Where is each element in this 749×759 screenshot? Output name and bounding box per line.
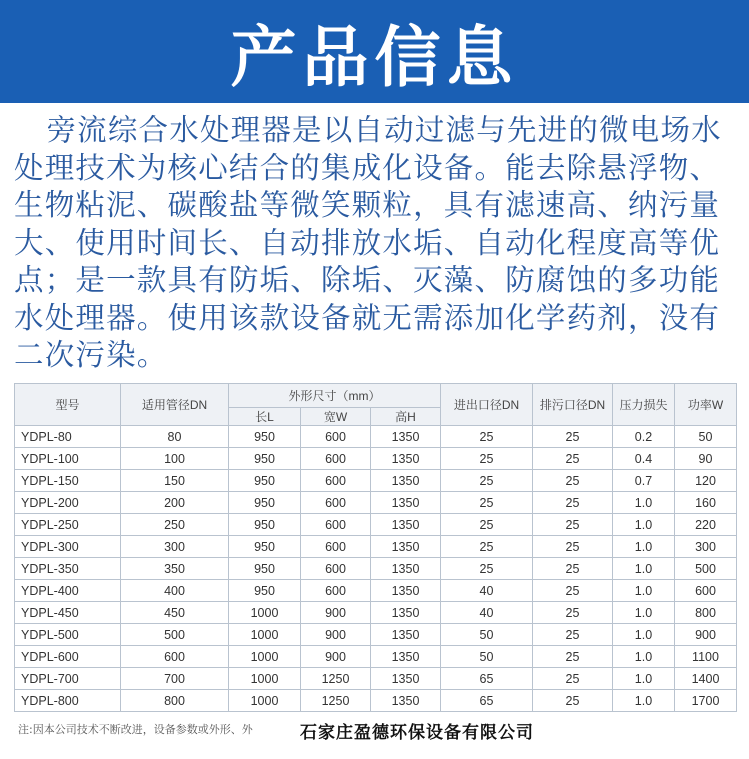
table-cell: 0.4 [613,448,675,470]
table-cell: 1350 [371,448,441,470]
table-cell: 25 [441,536,533,558]
footnote: 注:因本公司技术不断改进，设备参数或外形、外 [18,723,253,736]
table-cell: 600 [675,580,737,602]
header-pressure-loss: 压力损失 [613,384,675,426]
table-cell: 1350 [371,514,441,536]
table-cell: 25 [533,602,613,624]
header-length: 长L [229,408,301,426]
table-cell: 950 [229,426,301,448]
header-model: 型号 [15,384,121,426]
table-cell: 950 [229,492,301,514]
table-row [15,690,737,712]
table-cell: YDPL-600 [15,646,121,668]
table-cell: 25 [533,690,613,712]
table-cell: 600 [121,646,229,668]
header-drain-dn: 排污口径DN [533,384,613,426]
table-row [15,514,737,536]
table-cell: 1350 [371,536,441,558]
table-cell: 1.0 [613,580,675,602]
table-cell: 600 [301,514,371,536]
spec-table-body [15,426,737,712]
header-width: 宽W [301,408,371,426]
table-cell: 1.0 [613,668,675,690]
table-cell: 25 [533,558,613,580]
table-cell: 1350 [371,668,441,690]
table-cell: 120 [675,470,737,492]
table-cell: 600 [301,580,371,602]
table-cell: 950 [229,470,301,492]
table-cell: 400 [121,580,229,602]
table-cell: 600 [301,426,371,448]
table-row [15,492,737,514]
header-pipe-dn: 适用管径DN [121,384,229,426]
table-row [15,668,737,690]
header-banner [0,0,749,103]
table-cell: 100 [121,448,229,470]
table-cell: 1350 [371,558,441,580]
table-cell: 300 [675,536,737,558]
table-cell: 50 [675,426,737,448]
table-cell: 600 [301,492,371,514]
table-row [15,558,737,580]
table-cell: 90 [675,448,737,470]
table-cell: 0.2 [613,426,675,448]
table-cell: 25 [533,470,613,492]
table-cell: 50 [441,646,533,668]
table-cell: 25 [533,646,613,668]
company-name: 石家庄盈德环保设备有限公司 [300,723,534,743]
table-cell: 350 [121,558,229,580]
table-cell: 950 [229,536,301,558]
table-cell: 950 [229,448,301,470]
table-row [15,536,737,558]
table-row [15,646,737,668]
table-cell: 600 [301,536,371,558]
table-cell: 700 [121,668,229,690]
table-cell: 950 [229,558,301,580]
table-row [15,426,737,448]
table-cell: 1000 [229,602,301,624]
table-cell: 1000 [229,624,301,646]
table-cell: 500 [675,558,737,580]
table-cell: 600 [301,448,371,470]
table-cell: 1000 [229,646,301,668]
table-cell: 25 [441,558,533,580]
table-cell: 1350 [371,470,441,492]
table-cell: YDPL-250 [15,514,121,536]
page-title: 产品信息 [230,19,519,96]
table-cell: 1350 [371,426,441,448]
table-cell: 1350 [371,690,441,712]
table-row [15,470,737,492]
table-cell: 1250 [301,690,371,712]
table-cell: 0.7 [613,470,675,492]
table-cell: YDPL-350 [15,558,121,580]
table-cell: 220 [675,514,737,536]
table-cell: YDPL-400 [15,580,121,602]
header-dimensions: 外形尺寸（mm） [229,384,441,408]
table-cell: YDPL-200 [15,492,121,514]
header-power: 功率W [675,384,737,426]
table-cell: 800 [121,690,229,712]
table-cell: 25 [441,448,533,470]
table-cell: 1700 [675,690,737,712]
table-cell: 1.0 [613,536,675,558]
table-cell: 40 [441,580,533,602]
table-cell: 1.0 [613,492,675,514]
table-cell: 160 [675,492,737,514]
table-cell: YDPL-300 [15,536,121,558]
table-cell: 25 [441,426,533,448]
table-cell: 25 [441,492,533,514]
table-cell: 1350 [371,646,441,668]
table-cell: 1.0 [613,624,675,646]
table-cell: 900 [301,646,371,668]
table-cell: 25 [441,514,533,536]
table-cell: 250 [121,514,229,536]
header-height: 高H [371,408,441,426]
table-cell: 1250 [301,668,371,690]
table-cell: YDPL-800 [15,690,121,712]
table-cell: 25 [533,426,613,448]
table-cell: 25 [533,492,613,514]
table-row [15,602,737,624]
table-cell: 150 [121,470,229,492]
table-cell: 1.0 [613,646,675,668]
table-cell: 25 [533,448,613,470]
table-row [15,580,737,602]
table-cell: 1100 [675,646,737,668]
table-cell: 900 [675,624,737,646]
table-cell: 600 [301,470,371,492]
table-cell: 900 [301,624,371,646]
table-cell: 1.0 [613,602,675,624]
table-cell: 50 [441,624,533,646]
table-cell: 950 [229,514,301,536]
table-cell: YDPL-150 [15,470,121,492]
table-cell: 600 [301,558,371,580]
table-cell: 1350 [371,624,441,646]
table-cell: 450 [121,602,229,624]
table-cell: 25 [533,668,613,690]
table-cell: 1350 [371,602,441,624]
table-cell: 25 [533,536,613,558]
table-cell: 500 [121,624,229,646]
table-cell: 1350 [371,492,441,514]
table-cell: YDPL-700 [15,668,121,690]
table-cell: 900 [301,602,371,624]
table-cell: 25 [533,514,613,536]
table-cell: 40 [441,602,533,624]
table-cell: YDPL-500 [15,624,121,646]
table-cell: 1.0 [613,558,675,580]
table-cell: 1.0 [613,690,675,712]
table-cell: 65 [441,690,533,712]
table-cell: 1000 [229,668,301,690]
table-cell: 80 [121,426,229,448]
product-description: 旁流综合水处理器是以自动过滤与先进的微电场水处理技术为核心结合的集成化设备。能去除悬浮物、生物粘泥、碳酸盐等微笑颗粒，具有滤速高、纳污量大、使用时间长、自动排放水垢、自动化程度高等优点；是一款具有防垢、除垢、灭藻、防腐蚀的多功能水处理器。使用该款设备就无需添加化学药剂，没有二次污染。 [14,113,722,372]
table-cell: 1.0 [613,514,675,536]
table-cell: 300 [121,536,229,558]
table-cell: 200 [121,492,229,514]
table-cell: 800 [675,602,737,624]
table-cell: 25 [441,470,533,492]
table-cell: YDPL-450 [15,602,121,624]
table-cell: YDPL-100 [15,448,121,470]
table-cell: YDPL-80 [15,426,121,448]
table-cell: 1400 [675,668,737,690]
table-row [15,624,737,646]
spec-table [14,383,737,712]
table-row [15,448,737,470]
table-cell: 1000 [229,690,301,712]
table-cell: 65 [441,668,533,690]
table-cell: 950 [229,580,301,602]
table-cell: 25 [533,580,613,602]
header-inlet-dn: 进出口径DN [441,384,533,426]
table-cell: 1350 [371,580,441,602]
table-cell: 25 [533,624,613,646]
